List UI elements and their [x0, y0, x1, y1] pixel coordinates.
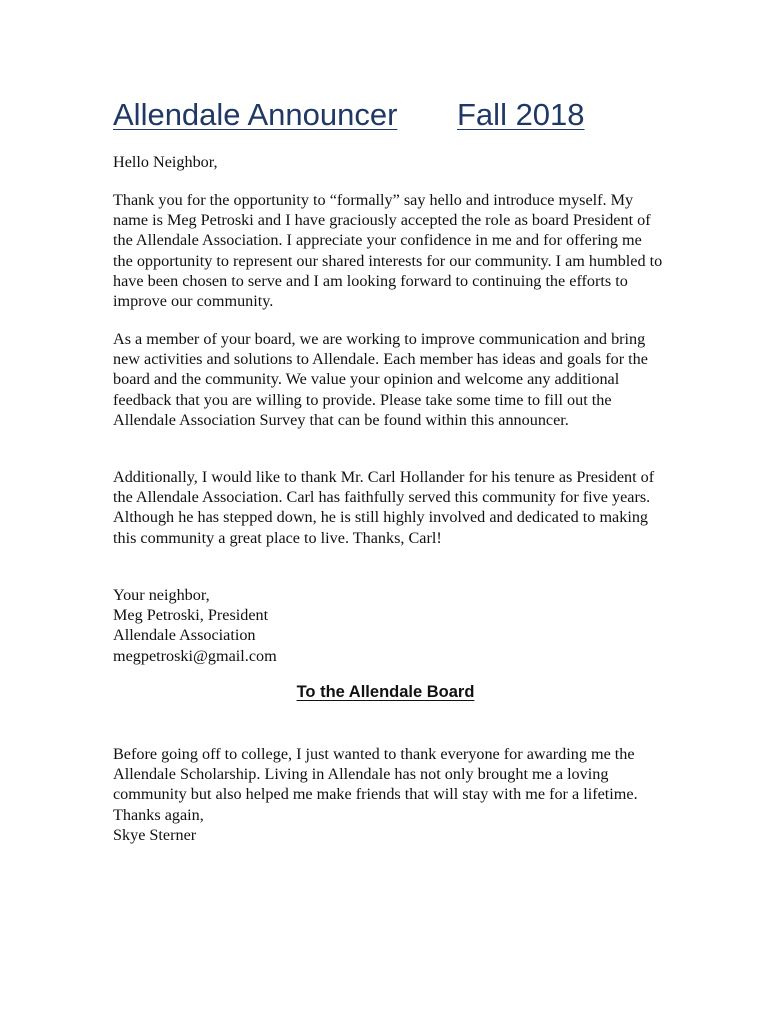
thank-you-note-closing: Thanks again,	[113, 805, 204, 824]
signature-email: megpetroski@gmail.com	[113, 646, 277, 665]
thank-you-note-body: Before going off to college, I just wanted to thank everyone for awarding me the Allendale Scholarship. Living in Allendale has not only brought me a loving community but also helped me make friends that will stay with me for a lifetime.	[113, 745, 638, 804]
masthead	[113, 93, 673, 137]
signature-name: Meg Petroski, President	[113, 606, 269, 625]
signature-closing: Your neighbor,	[113, 586, 210, 604]
letter-paragraph-introduction: Thank you for the opportunity to “formally” say hello and introduce myself. My name is Meg Petroski and I have graciously accepted the role as board President of the Allendale Association. I appreciate your confidence in me and for offering me the opportunity to represent our shared interests for our community. I am humbled to have been chosen to serve and I am looking forward to continuing the efforts to improve our community.	[113, 191, 663, 311]
letter-signature	[113, 585, 663, 666]
signature-organization: Allendale Association	[113, 626, 256, 645]
thank-you-note-name: Skye Sterner	[113, 825, 197, 844]
newsletter-title: Allendale Announcer	[113, 97, 398, 132]
letter-paragraph-board-goals: As a member of your board, we are working to improve communication and bring new activities and solutions to Allendale. Each member has ideas and goals for the board and the community. We value your opinion and welcome any additional feedback that you are willing to provide. Please take some time to fill out the Allendale Association Survey that can be found within this announcer.	[113, 330, 648, 429]
newsletter-issue-season: Fall 2018	[457, 97, 585, 132]
letter-greeting: Hello Neighbor,	[113, 153, 218, 171]
thank-you-note	[113, 744, 663, 845]
letter-paragraph-thanks-carl: Additionally, I would like to thank Mr. Carl Hollander for his tenure as President of the Allendale Association. Carl has faithfully served this community for five years. Although he has stepped down, he is still highly involved and dedicated to making this community a great place to live. Thanks, Carl!	[113, 468, 655, 547]
section-heading-to-board: To the Allendale Board	[296, 683, 475, 701]
